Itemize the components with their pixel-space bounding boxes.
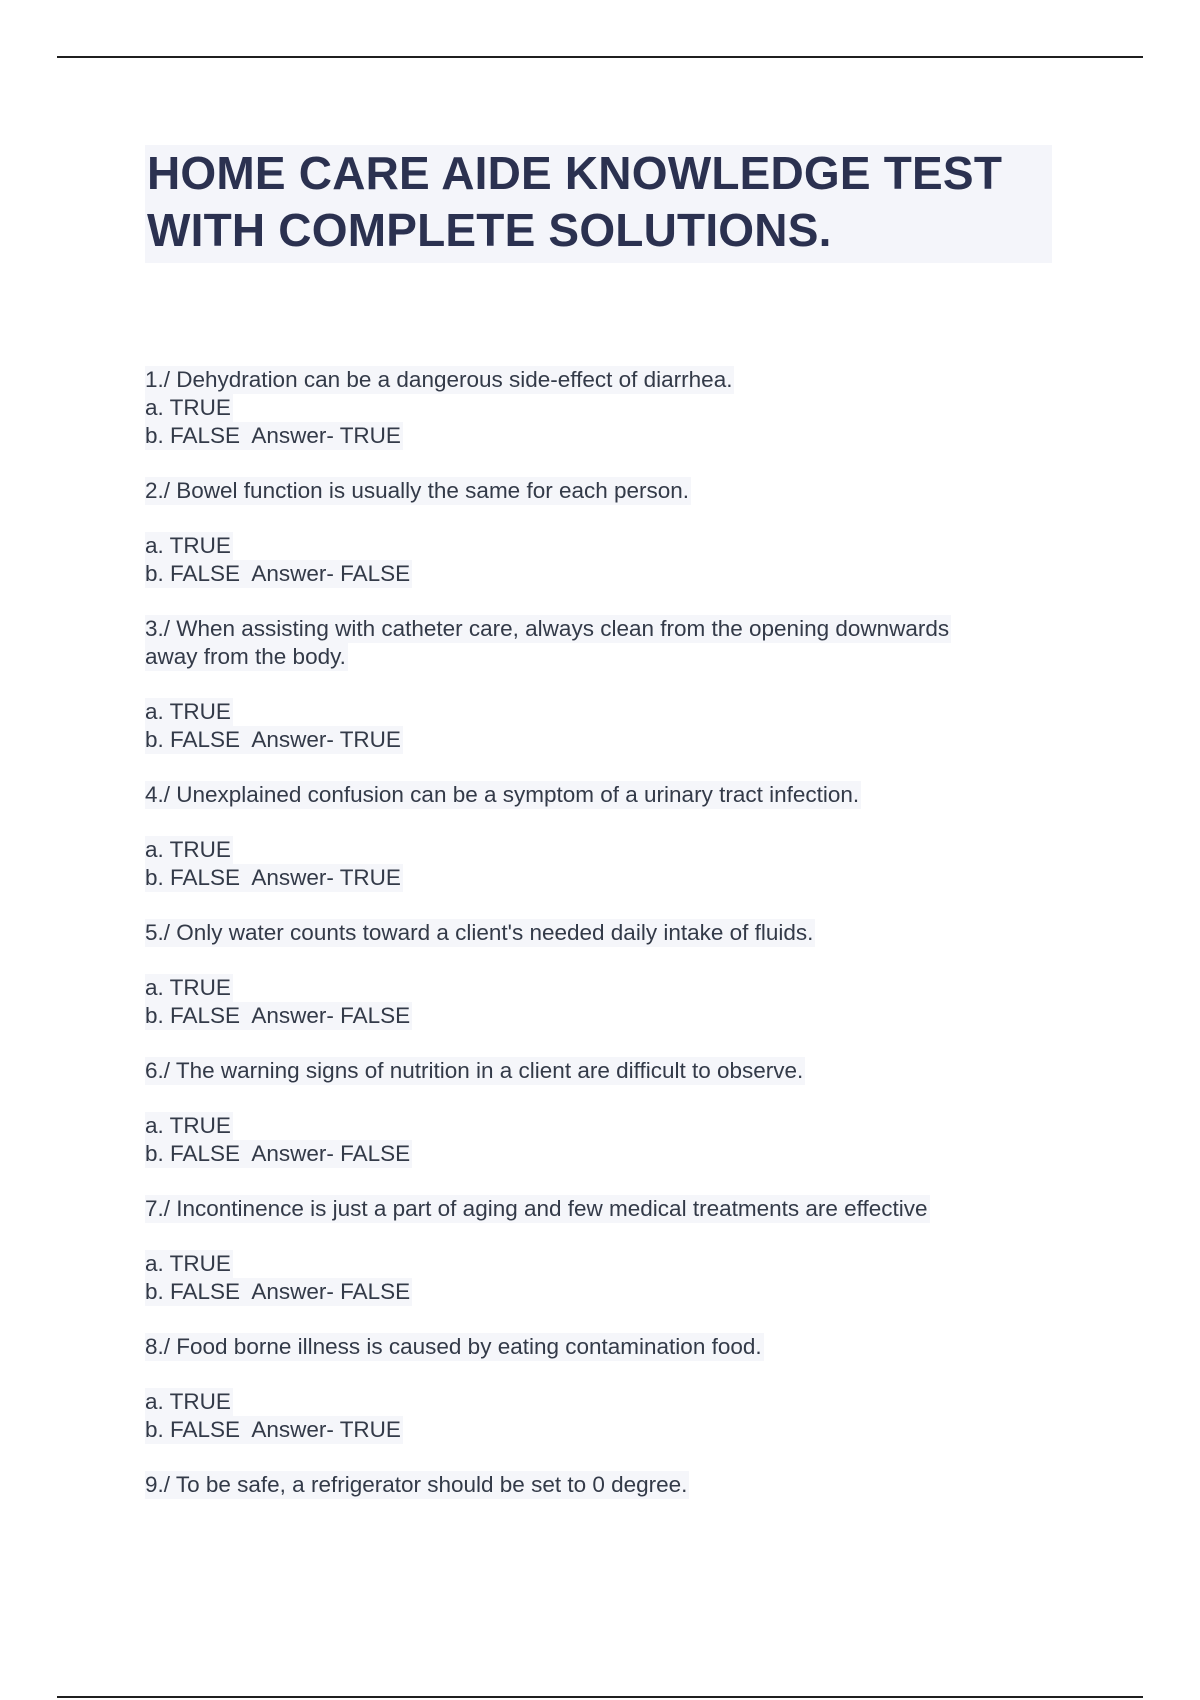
question-prompt: 6./ The warning signs of nutrition in a client are difficult to observe.	[145, 1058, 804, 1083]
question-prompt: 8./ Food borne illness is caused by eating contamination food.	[145, 1334, 762, 1359]
question-prompt: 4./ Unexplained confusion can be a symptom of a urinary tract infection.	[145, 782, 860, 807]
option-b: b. FALSE	[145, 727, 241, 752]
question-item	[145, 919, 1065, 1030]
answer: Answer- FALSE	[251, 1279, 411, 1304]
option-b: b. FALSE	[145, 1417, 241, 1442]
question-prompt: 3./ When assisting with catheter care, always clean from the opening downwards	[145, 616, 950, 641]
question-prompt-row	[145, 643, 1065, 671]
option-a: a. TRUE	[145, 699, 231, 724]
question-prompt: 9./ To be safe, a refrigerator should be set to 0 degree.	[145, 1472, 688, 1497]
question-gap	[145, 450, 1065, 477]
question-item	[145, 477, 1065, 588]
spacer	[145, 947, 1065, 974]
option-row	[145, 422, 1065, 450]
question-gap	[145, 1030, 1065, 1057]
question-prompt-row	[145, 1471, 1065, 1499]
spacer	[145, 1085, 1065, 1112]
answer: Answer- TRUE	[251, 727, 401, 752]
question-item	[145, 1333, 1065, 1444]
question-gap	[145, 1306, 1065, 1333]
question-prompt-row	[145, 919, 1065, 947]
option-row	[145, 1112, 1065, 1140]
question-list	[145, 366, 1065, 1499]
question-item	[145, 1471, 1065, 1499]
question-prompt: 5./ Only water counts toward a client's needed daily intake of fluids.	[145, 920, 814, 945]
header-rule	[57, 56, 1143, 58]
option-row	[145, 1416, 1065, 1444]
title-line-1: HOME CARE AIDE KNOWLEDGE TEST	[147, 147, 1003, 199]
option-b: b. FALSE	[145, 561, 241, 586]
option-b: b. FALSE	[145, 1279, 241, 1304]
option-row	[145, 864, 1065, 892]
question-prompt-row	[145, 1333, 1065, 1361]
option-b-with-answer	[145, 422, 403, 450]
option-row	[145, 532, 1065, 560]
option-a: a. TRUE	[145, 395, 231, 420]
answer: Answer- TRUE	[251, 865, 401, 890]
question-prompt-row	[145, 1195, 1065, 1223]
option-row	[145, 1278, 1065, 1306]
document-title	[147, 145, 1052, 259]
question-prompt: 1./ Dehydration can be a dangerous side-effect of diarrhea.	[145, 367, 733, 392]
question-item	[145, 781, 1065, 892]
spacer	[145, 671, 1065, 698]
option-row	[145, 560, 1065, 588]
option-row	[145, 1140, 1065, 1168]
question-prompt-row	[145, 615, 1065, 643]
answer: Answer- TRUE	[251, 423, 401, 448]
option-row	[145, 1388, 1065, 1416]
spacer	[145, 809, 1065, 836]
spacer	[145, 1223, 1065, 1250]
option-b-with-answer	[145, 1416, 403, 1444]
option-row	[145, 1002, 1065, 1030]
option-row	[145, 726, 1065, 754]
question-prompt-row	[145, 781, 1065, 809]
option-row	[145, 1250, 1065, 1278]
answer: Answer- FALSE	[251, 1003, 411, 1028]
spacer	[145, 1361, 1065, 1388]
option-b-with-answer	[145, 1140, 412, 1168]
question-item	[145, 1057, 1065, 1168]
answer: Answer- FALSE	[251, 1141, 411, 1166]
question-gap	[145, 1168, 1065, 1195]
title-block	[145, 145, 1052, 263]
option-row	[145, 974, 1065, 1002]
answer: Answer- FALSE	[251, 561, 411, 586]
option-b-with-answer	[145, 864, 403, 892]
option-b-with-answer	[145, 1278, 412, 1306]
option-row	[145, 698, 1065, 726]
question-item	[145, 1195, 1065, 1306]
option-b: b. FALSE	[145, 865, 241, 890]
option-b-with-answer	[145, 560, 412, 588]
footer-rule	[57, 1696, 1143, 1698]
option-a: a. TRUE	[145, 837, 231, 862]
option-a: a. TRUE	[145, 1389, 231, 1414]
option-b: b. FALSE	[145, 423, 241, 448]
question-item	[145, 366, 1065, 450]
question-gap	[145, 588, 1065, 615]
question-prompt: 7./ Incontinence is just a part of aging and few medical treatments are effective	[145, 1196, 928, 1221]
option-row	[145, 836, 1065, 864]
question-prompt: away from the body.	[145, 644, 346, 669]
option-a: a. TRUE	[145, 975, 231, 1000]
option-row	[145, 394, 1065, 422]
option-b-with-answer	[145, 1002, 412, 1030]
title-line-2: WITH COMPLETE SOLUTIONS.	[147, 204, 832, 256]
option-a: a. TRUE	[145, 1113, 231, 1138]
spacer	[145, 505, 1065, 532]
option-b-with-answer	[145, 726, 403, 754]
answer: Answer- TRUE	[251, 1417, 401, 1442]
question-prompt-row	[145, 366, 1065, 394]
question-gap	[145, 892, 1065, 919]
question-prompt: 2./ Bowel function is usually the same for each person.	[145, 478, 690, 503]
option-a: a. TRUE	[145, 1251, 231, 1276]
question-gap	[145, 754, 1065, 781]
option-a: a. TRUE	[145, 533, 231, 558]
question-gap	[145, 1444, 1065, 1471]
option-b: b. FALSE	[145, 1141, 241, 1166]
question-prompt-row	[145, 1057, 1065, 1085]
question-item	[145, 615, 1065, 754]
option-b: b. FALSE	[145, 1003, 241, 1028]
question-prompt-row	[145, 477, 1065, 505]
